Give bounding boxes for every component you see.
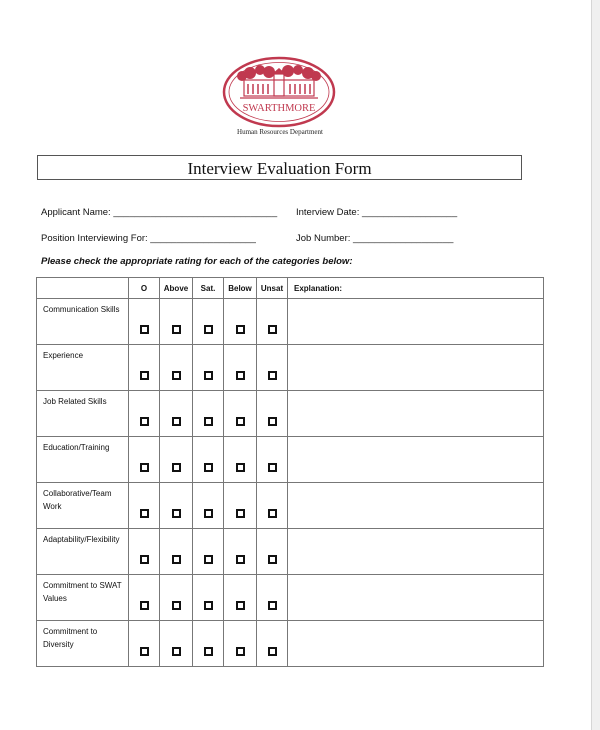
rating-cell-below [224, 575, 257, 621]
rating-cell-sat [193, 621, 224, 667]
form-title: Interview Evaluation Form [37, 155, 522, 180]
rating-cell-o [129, 391, 160, 437]
checkbox-o[interactable] [140, 509, 149, 518]
rating-cell-o [129, 437, 160, 483]
rating-cell-below [224, 483, 257, 529]
checkbox-above[interactable] [172, 463, 181, 472]
table-row [37, 575, 544, 621]
rating-cell-unsat [257, 621, 288, 667]
explanation-cell[interactable] [288, 437, 544, 483]
rating-cell-unsat [257, 391, 288, 437]
rating-cell-above [160, 483, 193, 529]
header-explanation: Explanation: [288, 278, 544, 299]
checkbox-unsat[interactable] [268, 555, 277, 564]
table-header-row [37, 278, 544, 299]
category-label: Collaborative/Team Work [37, 483, 129, 529]
rating-cell-sat [193, 575, 224, 621]
explanation-cell[interactable] [288, 621, 544, 667]
checkbox-sat[interactable] [204, 371, 213, 380]
checkbox-o[interactable] [140, 647, 149, 656]
rating-cell-o [129, 483, 160, 529]
checkbox-sat[interactable] [204, 463, 213, 472]
rating-cell-o [129, 621, 160, 667]
rating-cell-o [129, 345, 160, 391]
checkbox-above[interactable] [172, 325, 181, 334]
rating-cell-sat [193, 437, 224, 483]
instructions-text: Please check the appropriate rating for each of the categories below: [41, 256, 353, 267]
rating-cell-sat [193, 483, 224, 529]
checkbox-below[interactable] [236, 601, 245, 610]
checkbox-sat[interactable] [204, 509, 213, 518]
checkbox-below[interactable] [236, 325, 245, 334]
explanation-cell[interactable] [288, 391, 544, 437]
rating-cell-below [224, 345, 257, 391]
table-row [37, 345, 544, 391]
rating-cell-unsat [257, 437, 288, 483]
checkbox-unsat[interactable] [268, 509, 277, 518]
rating-cell-o [129, 529, 160, 575]
header-above: Above [160, 278, 193, 299]
rating-cell-o [129, 299, 160, 345]
checkbox-sat[interactable] [204, 647, 213, 656]
table-row [37, 529, 544, 575]
rating-cell-unsat [257, 345, 288, 391]
rating-cell-above [160, 345, 193, 391]
checkbox-below[interactable] [236, 417, 245, 426]
category-label: Adaptability/Flexibility [37, 529, 129, 575]
checkbox-unsat[interactable] [268, 417, 277, 426]
checkbox-below[interactable] [236, 463, 245, 472]
position-field[interactable]: Position Interviewing For: ____________________ [41, 233, 256, 244]
header-o: O [129, 278, 160, 299]
checkbox-above[interactable] [172, 371, 181, 380]
checkbox-sat[interactable] [204, 325, 213, 334]
category-label: Commitment to Diversity [37, 621, 129, 667]
header-unsat: Unsat [257, 278, 288, 299]
table-row [37, 483, 544, 529]
header-category [37, 278, 129, 299]
rating-cell-above [160, 621, 193, 667]
checkbox-sat[interactable] [204, 417, 213, 426]
rating-cell-above [160, 437, 193, 483]
swarthmore-logo [222, 56, 336, 128]
interview-date-field[interactable]: Interview Date: __________________ [296, 207, 458, 218]
explanation-cell[interactable] [288, 483, 544, 529]
checkbox-above[interactable] [172, 601, 181, 610]
rating-cell-sat [193, 345, 224, 391]
rating-cell-below [224, 299, 257, 345]
logo-text: SWARTHMORE [242, 103, 316, 114]
checkbox-unsat[interactable] [268, 601, 277, 610]
checkbox-below[interactable] [236, 555, 245, 564]
checkbox-below[interactable] [236, 509, 245, 518]
header-sat: Sat. [193, 278, 224, 299]
checkbox-above[interactable] [172, 417, 181, 426]
rating-cell-sat [193, 391, 224, 437]
checkbox-o[interactable] [140, 371, 149, 380]
checkbox-unsat[interactable] [268, 325, 277, 334]
category-label: Experience [37, 345, 129, 391]
explanation-cell[interactable] [288, 299, 544, 345]
rating-cell-below [224, 391, 257, 437]
applicant-name-field[interactable]: Applicant Name: _______________________________ [41, 207, 278, 218]
checkbox-above[interactable] [172, 555, 181, 564]
explanation-cell[interactable] [288, 575, 544, 621]
rating-cell-above [160, 299, 193, 345]
checkbox-o[interactable] [140, 325, 149, 334]
rating-cell-unsat [257, 529, 288, 575]
category-label: Job Related Skills [37, 391, 129, 437]
rating-cell-below [224, 529, 257, 575]
checkbox-o[interactable] [140, 417, 149, 426]
checkbox-above[interactable] [172, 647, 181, 656]
checkbox-below[interactable] [236, 371, 245, 380]
checkbox-sat[interactable] [204, 601, 213, 610]
rating-cell-unsat [257, 299, 288, 345]
category-label: Education/Training [37, 437, 129, 483]
rating-table [36, 277, 544, 667]
checkbox-unsat[interactable] [268, 647, 277, 656]
checkbox-o[interactable] [140, 555, 149, 564]
checkbox-sat[interactable] [204, 555, 213, 564]
job-number-field[interactable]: Job Number: ___________________ [296, 233, 454, 244]
explanation-cell[interactable] [288, 345, 544, 391]
rating-cell-unsat [257, 483, 288, 529]
rating-cell-above [160, 529, 193, 575]
explanation-cell[interactable] [288, 529, 544, 575]
header-below: Below [224, 278, 257, 299]
checkbox-o[interactable] [140, 601, 149, 610]
rating-cell-unsat [257, 575, 288, 621]
checkbox-below[interactable] [236, 647, 245, 656]
category-label: Communication Skills [37, 299, 129, 345]
rating-cell-sat [193, 299, 224, 345]
checkbox-above[interactable] [172, 509, 181, 518]
rating-cell-o [129, 575, 160, 621]
table-row [37, 437, 544, 483]
table-body [37, 299, 544, 667]
rating-cell-above [160, 575, 193, 621]
checkbox-unsat[interactable] [268, 371, 277, 380]
rating-cell-below [224, 437, 257, 483]
rating-cell-below [224, 621, 257, 667]
table-row [37, 391, 544, 437]
rating-cell-above [160, 391, 193, 437]
department-label: Human Resources Department [237, 128, 323, 136]
checkbox-o[interactable] [140, 463, 149, 472]
category-label: Commitment to SWAT Values [37, 575, 129, 621]
rating-cell-sat [193, 529, 224, 575]
checkbox-unsat[interactable] [268, 463, 277, 472]
table-row [37, 621, 544, 667]
table-row [37, 299, 544, 345]
